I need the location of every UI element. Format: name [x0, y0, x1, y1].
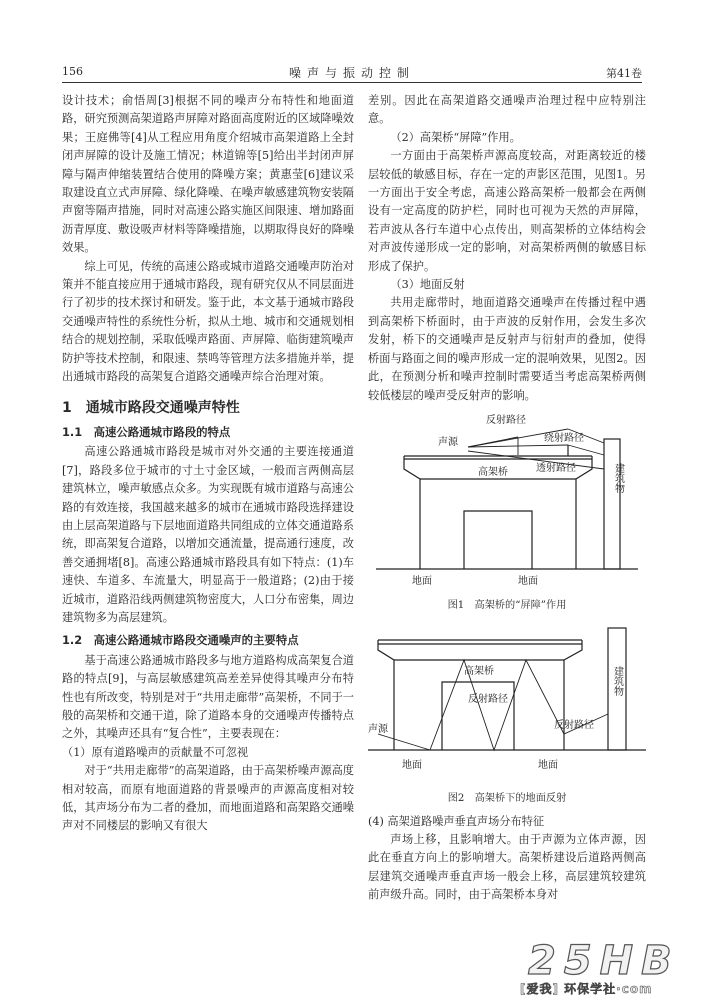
watermark-main-text: 25HB — [528, 938, 680, 984]
figure-2-caption: 图2 高架桥下的地面反射 — [447, 793, 567, 805]
figure-2-diagram — [368, 622, 646, 782]
subsection-heading: 1.2 高速公路通城市路段交通噪声的主要特点 — [62, 633, 299, 648]
list-item: (4) 高架道路噪声垂直声场分布特征 — [368, 814, 545, 828]
paragraph: 高速公路通城市路段是城市对外交通的主要连接通道[7]，路段多位于城市的寸土寸金区域，一般而言两侧高层建筑林立，噪声敏感点众多。为实现既有城市道路与高速公路的有效连接，我国越来越多的城市在通城市路段选择建设由上层高架道路与下层地面道路共同组成的立体交通道路系统，即高架复合道路，以增加交通流量，提高通行速度，改善交通拥堵[8]。高速公路通城市路段具有如下特点：(1)车速快、车道多、车流量大，明显高于一般道路；(2)由于接近城市，道路沿线两侧建筑物密度大，人口分布密集，周边建筑物多为高层建筑。 — [62, 445, 354, 624]
fig1-label-ground-right: 地面 — [518, 575, 538, 587]
fig1-label-bridge: 高架桥 — [478, 466, 508, 478]
paragraph: 差别。因此在高架道路交通噪声治理过程中应特别注意。 — [368, 94, 646, 126]
paragraph: 综上可见，传统的高速公路或城市道路交通噪声防治对策并不能直接应用于通城市路段，现有研究仅从不同层面进行了初步的技术探讨和研发。鉴于此，本文基于通城市路段交通噪声特性的系统性分析，拟从土地、城市和交通规划相结合的规划控制，采取低噪声路面、声屏障、临街建筑噪声防护等技术控制，和限速、禁鸣等管理方法多措施并举，提出通城市路段的高架复合道路交通噪声综合治理对策。 — [62, 259, 354, 384]
figure-1-caption: 图1 高架桥的“屏障”作用 — [447, 600, 567, 612]
fig2-label-ground-left: 地面 — [402, 759, 422, 771]
fig1-label-transmit: 透射路径 — [536, 462, 576, 474]
fig2-label-reflect-right: 反射路径 — [554, 719, 594, 731]
fig1-label-reflect: 反射路径 — [486, 414, 526, 426]
paragraph: 一方面由于高架桥声源高度较高，对距离较近的楼层较低的敏感目标，存在一定的声影区范围，见图1。另一方面出于安全考虑，高速公路高架桥一般都会在两侧设有一定高度的防护栏，同时也可视为天然的声屏障，若声波从各行车道中心点传出，则高架桥的立体结构会对声波传递形成一定的影响，对高架桥两侧的敏感目标形成了保护。 — [368, 149, 646, 273]
paragraph: 声场上移，且影响增大。由于声源为立体声源，因此在垂直方向上的影响增大。高架桥建设后道路两侧高层建筑交通噪声垂直声场一般会上移，高层建筑较建筑前声级升高。同时，由于高架桥本身对 — [368, 832, 646, 902]
page-header — [62, 62, 642, 83]
list-item: （1）原有道路噪声的贡献量不可忽视 — [62, 745, 249, 759]
fig1-label-ground-left: 地面 — [412, 575, 432, 587]
section-heading: 1 通城市路段交通噪声特性 — [62, 399, 240, 416]
fig2-label-reflect-mid: 反射路径 — [468, 693, 508, 705]
fig2-label-building: 建筑物 — [611, 665, 623, 696]
fig2-label-bridge: 高架桥 — [464, 665, 494, 677]
page-number: 156 — [62, 65, 83, 78]
fig2-label-source: 声源 — [368, 723, 388, 735]
fig1-label-diffract: 绕射路径 — [544, 432, 584, 444]
subsection-heading: 1.1 高速公路通城市路段的特点 — [62, 424, 231, 439]
figure-2 — [368, 622, 646, 788]
paragraph: 设计技术；俞悟周[3]根据不同的噪声分布特性和地面道路，研究预测高架道路声屏障对路面高度附近的区域降噪效果；王庭佛等[4]从工程应用角度介绍城市高架道路上全封闭声屏障的设计及施工情况；林道锦等[5]给出半封闭声屏障与隔声伸缩装置结合使用的降噪方案；黄惠莹[6]建议采取建设直立式声屏障、绿化降噪、在噪声敏感建筑物安装隔声窗等隔声措施，同时对高速公路实施区间限速、增加路面沥青厚度、敷设吸声材料等降噪措施，以期取得良好的降噪效果。 — [62, 94, 354, 255]
paragraph: 对于“共用走廊带”的高架道路，由于高架桥噪声源高度相对较高，而原有地面道路的背景噪声的声源高度相对较低，其声场分布为二者的叠加，而地面道路和高架路交通噪声对不同楼层的影响又有很大 — [62, 764, 354, 833]
watermark-logo — [514, 938, 700, 996]
figure-1-diagram — [368, 411, 646, 589]
journal-title: 噪声与振动控制 — [288, 66, 415, 80]
left-column — [62, 92, 354, 836]
list-item: （3）地面反射 — [390, 278, 465, 292]
figure-1 — [368, 411, 646, 595]
paragraph: 基于高速公路通城市路段多与地方道路构成高架复合道路的特点[9]，与高层敏感建筑高差差异使得其噪声分布特性也有所改变，特别是对于“共用走廊带”高架桥，不同于一般的高架桥和交通干道，除了道路本身的交通噪声传播特点之外，其噪声还具有“复合性”，主要表现在： — [62, 653, 354, 741]
paragraph: 共用走廊带时，地面道路交通噪声在传播过程中遇到高架桥下桥面时，由于声波的反射作用，会发生多次发射，桥下的交通噪声是反射声与衍射声的叠加，使得桥面与路面之间的噪声形成一定的混响效果，见图2。因此，在预测分析和噪声控制时需要适当考虑高架桥两侧较低楼层的噪声受反射声的影响。 — [368, 296, 646, 402]
fig2-label-ground-right: 地面 — [538, 759, 558, 771]
fig1-label-source: 声源 — [438, 436, 458, 448]
volume-label: 第41卷 — [606, 67, 642, 80]
list-item: （2）高架桥“屏障”作用。 — [390, 130, 521, 144]
fig1-label-building: 建筑物 — [612, 462, 624, 493]
watermark-sub-text: [爱我] 环保学社·com — [520, 982, 653, 996]
right-column — [368, 92, 646, 905]
